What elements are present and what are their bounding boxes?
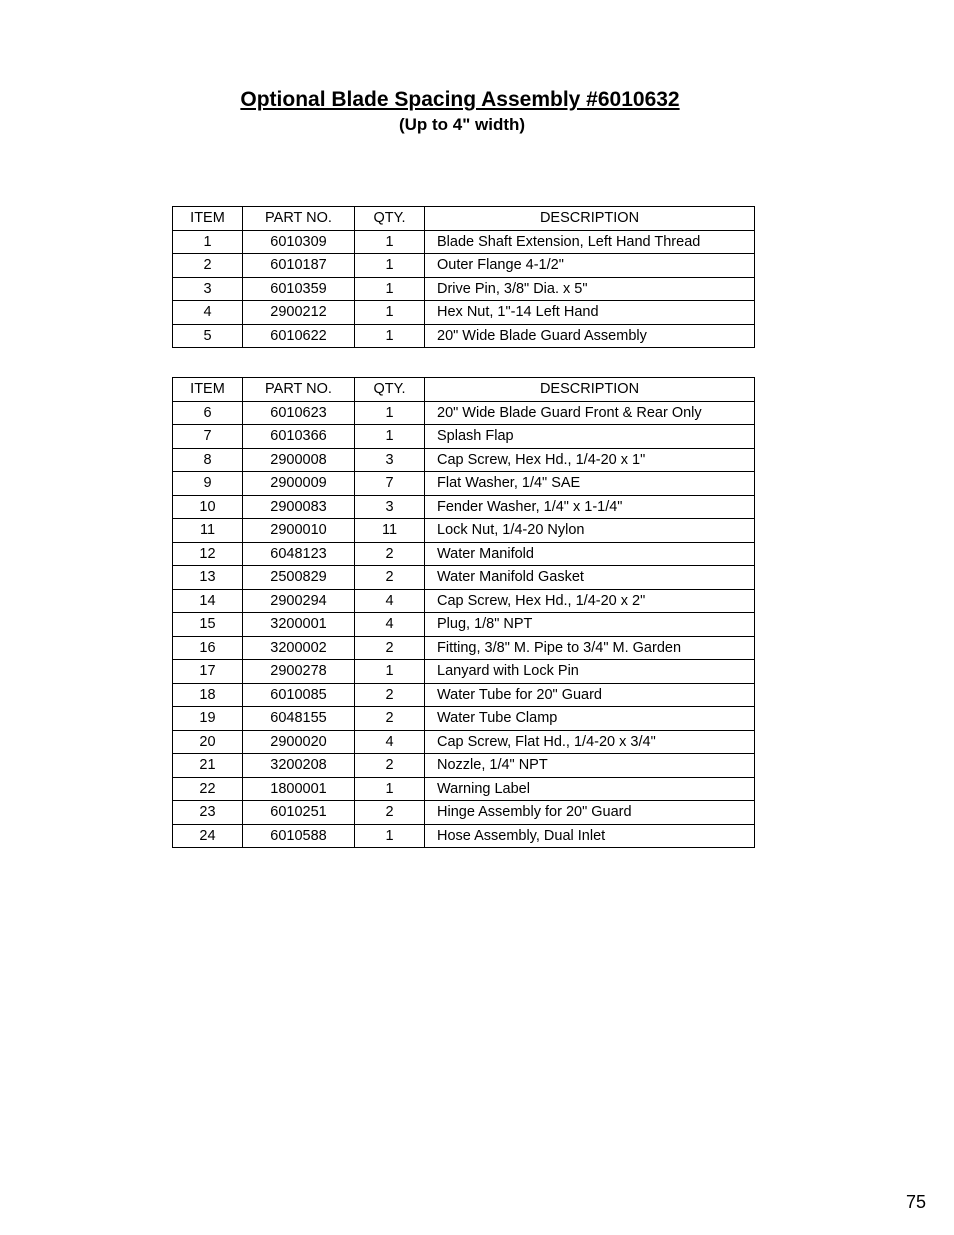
cell-part-no: 6010085 [243, 683, 355, 707]
parts-table-1-body [173, 230, 755, 348]
cell-qty: 1 [355, 401, 425, 425]
table-row [173, 683, 755, 707]
cell-item: 12 [173, 542, 243, 566]
table-row [173, 230, 755, 254]
table-row [173, 636, 755, 660]
cell-description: 20" Wide Blade Guard Assembly [425, 324, 755, 348]
cell-part-no: 6048155 [243, 707, 355, 731]
cell-qty: 1 [355, 230, 425, 254]
cell-item: 15 [173, 613, 243, 637]
header-item: ITEM [173, 378, 243, 402]
cell-item: 5 [173, 324, 243, 348]
table-row [173, 707, 755, 731]
table-row [173, 660, 755, 684]
table-row [173, 472, 755, 496]
table-row [173, 401, 755, 425]
table-row [173, 301, 755, 325]
cell-qty: 2 [355, 801, 425, 825]
header-part-no: PART NO. [243, 207, 355, 231]
table-row [173, 754, 755, 778]
page-title: Optional Blade Spacing Assembly #6010632 [240, 88, 680, 111]
table-header-row [173, 378, 755, 402]
table-row [173, 448, 755, 472]
cell-qty: 1 [355, 425, 425, 449]
cell-description: Cap Screw, Hex Hd., 1/4-20 x 1" [425, 448, 755, 472]
cell-qty: 2 [355, 566, 425, 590]
cell-part-no: 2900083 [243, 495, 355, 519]
cell-qty: 1 [355, 777, 425, 801]
cell-part-no: 2900212 [243, 301, 355, 325]
cell-item: 11 [173, 519, 243, 543]
table-row [173, 324, 755, 348]
cell-description: Cap Screw, Flat Hd., 1/4-20 x 3/4" [425, 730, 755, 754]
cell-part-no: 6010309 [243, 230, 355, 254]
cell-part-no: 6048123 [243, 542, 355, 566]
cell-qty: 1 [355, 277, 425, 301]
table-row [173, 277, 755, 301]
cell-part-no: 6010623 [243, 401, 355, 425]
header-qty: QTY. [355, 207, 425, 231]
cell-part-no: 2900020 [243, 730, 355, 754]
cell-part-no: 6010251 [243, 801, 355, 825]
cell-part-no: 2900010 [243, 519, 355, 543]
cell-description: Lock Nut, 1/4-20 Nylon [425, 519, 755, 543]
cell-description: 20" Wide Blade Guard Front & Rear Only [425, 401, 755, 425]
cell-part-no: 6010359 [243, 277, 355, 301]
table-row [173, 613, 755, 637]
table-header-row [173, 207, 755, 231]
cell-qty: 2 [355, 707, 425, 731]
cell-item: 7 [173, 425, 243, 449]
cell-description: Water Manifold [425, 542, 755, 566]
cell-part-no: 2900008 [243, 448, 355, 472]
table-row [173, 777, 755, 801]
cell-qty: 3 [355, 495, 425, 519]
cell-item: 14 [173, 589, 243, 613]
cell-description: Outer Flange 4-1/2" [425, 254, 755, 278]
cell-item: 4 [173, 301, 243, 325]
cell-qty: 1 [355, 301, 425, 325]
table-row [173, 824, 755, 848]
cell-description: Water Tube Clamp [425, 707, 755, 731]
cell-qty: 2 [355, 754, 425, 778]
cell-part-no: 3200002 [243, 636, 355, 660]
header-part-no: PART NO. [243, 378, 355, 402]
table-row [173, 801, 755, 825]
cell-qty: 2 [355, 683, 425, 707]
cell-qty: 4 [355, 730, 425, 754]
cell-item: 13 [173, 566, 243, 590]
cell-description: Hinge Assembly for 20" Guard [425, 801, 755, 825]
table-row [173, 589, 755, 613]
table-row [173, 730, 755, 754]
cell-qty: 4 [355, 613, 425, 637]
cell-part-no: 2900294 [243, 589, 355, 613]
cell-description: Lanyard with Lock Pin [425, 660, 755, 684]
cell-item: 24 [173, 824, 243, 848]
table-row [173, 542, 755, 566]
parts-table-2 [172, 377, 755, 848]
table-row [173, 519, 755, 543]
table-row [173, 566, 755, 590]
cell-part-no: 2900009 [243, 472, 355, 496]
cell-item: 3 [173, 277, 243, 301]
table-row [173, 495, 755, 519]
cell-item: 23 [173, 801, 243, 825]
cell-item: 16 [173, 636, 243, 660]
cell-item: 9 [173, 472, 243, 496]
table-row [173, 425, 755, 449]
page-number: 75 [905, 1192, 926, 1212]
cell-item: 19 [173, 707, 243, 731]
cell-qty: 1 [355, 824, 425, 848]
cell-part-no: 6010187 [243, 254, 355, 278]
cell-qty: 1 [355, 254, 425, 278]
cell-description: Nozzle, 1/4" NPT [425, 754, 755, 778]
cell-part-no: 1800001 [243, 777, 355, 801]
cell-qty: 2 [355, 636, 425, 660]
cell-qty: 11 [355, 519, 425, 543]
cell-item: 10 [173, 495, 243, 519]
page-subtitle: (Up to 4" width) [398, 115, 526, 134]
parts-table-1 [172, 206, 755, 348]
cell-part-no: 2500829 [243, 566, 355, 590]
cell-description: Water Manifold Gasket [425, 566, 755, 590]
cell-part-no: 2900278 [243, 660, 355, 684]
header-description: DESCRIPTION [425, 378, 755, 402]
cell-description: Hose Assembly, Dual Inlet [425, 824, 755, 848]
cell-item: 20 [173, 730, 243, 754]
cell-part-no: 3200208 [243, 754, 355, 778]
cell-item: 1 [173, 230, 243, 254]
parts-table-2-body [173, 401, 755, 848]
cell-qty: 1 [355, 324, 425, 348]
cell-description: Fitting, 3/8" M. Pipe to 3/4" M. Garden [425, 636, 755, 660]
cell-description: Splash Flap [425, 425, 755, 449]
cell-description: Cap Screw, Hex Hd., 1/4-20 x 2" [425, 589, 755, 613]
cell-item: 22 [173, 777, 243, 801]
cell-part-no: 6010622 [243, 324, 355, 348]
cell-part-no: 3200001 [243, 613, 355, 637]
table-row [173, 254, 755, 278]
cell-description: Water Tube for 20" Guard [425, 683, 755, 707]
cell-item: 21 [173, 754, 243, 778]
cell-item: 17 [173, 660, 243, 684]
header-description: DESCRIPTION [425, 207, 755, 231]
cell-description: Warning Label [425, 777, 755, 801]
cell-description: Flat Washer, 1/4" SAE [425, 472, 755, 496]
header-qty: QTY. [355, 378, 425, 402]
cell-item: 6 [173, 401, 243, 425]
cell-description: Blade Shaft Extension, Left Hand Thread [425, 230, 755, 254]
cell-description: Drive Pin, 3/8" Dia. x 5" [425, 277, 755, 301]
cell-description: Fender Washer, 1/4" x 1-1/4" [425, 495, 755, 519]
cell-qty: 3 [355, 448, 425, 472]
cell-qty: 2 [355, 542, 425, 566]
cell-qty: 1 [355, 660, 425, 684]
cell-qty: 4 [355, 589, 425, 613]
cell-description: Hex Nut, 1"-14 Left Hand [425, 301, 755, 325]
cell-part-no: 6010588 [243, 824, 355, 848]
cell-part-no: 6010366 [243, 425, 355, 449]
cell-qty: 7 [355, 472, 425, 496]
cell-item: 18 [173, 683, 243, 707]
header-item: ITEM [173, 207, 243, 231]
cell-description: Plug, 1/8" NPT [425, 613, 755, 637]
cell-item: 8 [173, 448, 243, 472]
cell-item: 2 [173, 254, 243, 278]
